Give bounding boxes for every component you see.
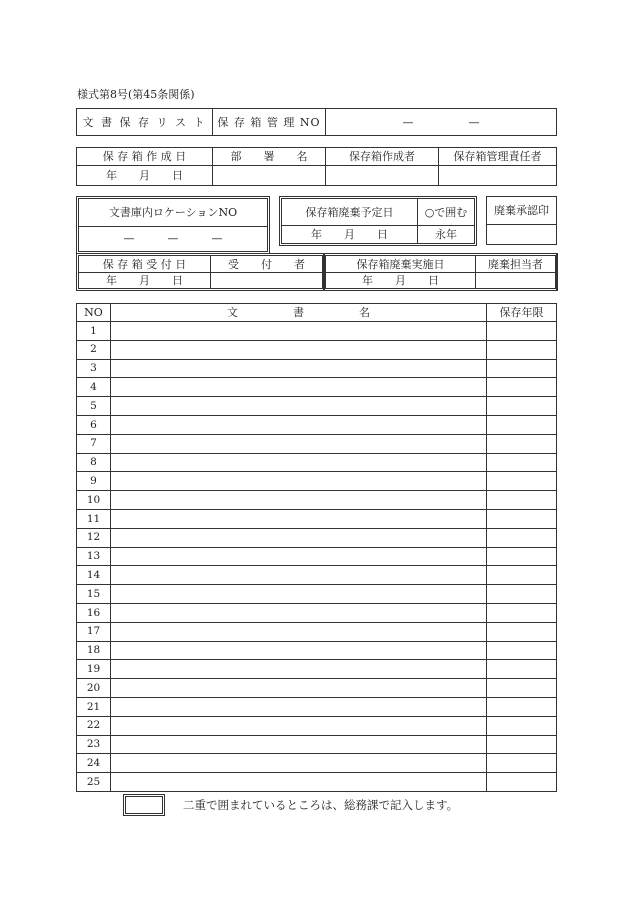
document-name-cell[interactable] xyxy=(111,622,487,641)
table-row xyxy=(77,509,557,528)
table-row xyxy=(77,340,557,359)
permanent-option[interactable]: 永年 xyxy=(435,228,457,241)
retention-cell[interactable] xyxy=(487,641,557,660)
table-row xyxy=(77,434,557,453)
document-name-cell[interactable] xyxy=(111,397,487,416)
table-row xyxy=(77,697,557,716)
row-number: 15 xyxy=(77,585,111,604)
disposal-date-label: 保存箱廃棄予定日 xyxy=(282,199,418,226)
document-name-cell[interactable] xyxy=(111,754,487,773)
document-name-cell[interactable] xyxy=(111,547,487,566)
table-row xyxy=(77,585,557,604)
disposal-date-field[interactable]: 年 月 日 xyxy=(282,226,418,243)
table-row xyxy=(77,453,557,472)
row-number: 11 xyxy=(77,509,111,528)
row-number: 13 xyxy=(77,547,111,566)
retention-cell[interactable] xyxy=(487,397,557,416)
disposal-exec-block xyxy=(323,253,558,291)
table-row xyxy=(77,754,557,773)
row-number: 25 xyxy=(77,773,111,792)
table-row xyxy=(77,679,557,698)
receipt-date-field[interactable]: 年 月 日 xyxy=(79,273,211,288)
receipt-block xyxy=(76,253,325,291)
table-row xyxy=(77,528,557,547)
retention-cell[interactable] xyxy=(487,697,557,716)
approval-table xyxy=(486,196,557,245)
table-row xyxy=(77,773,557,792)
retention-cell[interactable] xyxy=(487,547,557,566)
manager-header: 保存箱管理責任者 xyxy=(439,148,557,166)
table-row xyxy=(77,397,557,416)
retention-cell[interactable] xyxy=(487,773,557,792)
retention-cell[interactable] xyxy=(487,716,557,735)
receipt-date-header: 保 存 箱 受 付 日 xyxy=(79,256,211,273)
table-row xyxy=(77,322,557,341)
table-row xyxy=(77,359,557,378)
retention-cell[interactable] xyxy=(487,340,557,359)
receiver-header: 受 付 者 xyxy=(211,256,322,273)
disposal-officer-header: 廃棄担当者 xyxy=(476,256,555,273)
form-id: 様式第8号(第45条関係) xyxy=(77,88,195,101)
document-name-cell[interactable] xyxy=(111,585,487,604)
disposal-officer-field[interactable] xyxy=(476,273,555,288)
table-row xyxy=(77,622,557,641)
retention-cell[interactable] xyxy=(487,660,557,679)
retention-cell[interactable] xyxy=(487,434,557,453)
document-name-cell[interactable] xyxy=(111,773,487,792)
document-name-cell[interactable] xyxy=(111,378,487,397)
document-name-cell[interactable] xyxy=(111,453,487,472)
table-row xyxy=(77,660,557,679)
table-row xyxy=(77,566,557,585)
box-management-no-field[interactable]: — — xyxy=(326,109,557,136)
retention-cell[interactable] xyxy=(487,622,557,641)
creator-field[interactable] xyxy=(326,166,439,186)
office-fill-legend-box xyxy=(123,794,165,816)
row-number: 19 xyxy=(77,660,111,679)
form-title: 文 書 保 存 リ ス ト xyxy=(77,109,213,136)
retention-cell[interactable] xyxy=(487,679,557,698)
row-number: 16 xyxy=(77,603,111,622)
row-number: 14 xyxy=(77,566,111,585)
table-row xyxy=(77,735,557,754)
table-row xyxy=(77,641,557,660)
retention-cell[interactable] xyxy=(487,322,557,341)
document-name-cell[interactable] xyxy=(111,415,487,434)
retention-cell[interactable] xyxy=(487,491,557,510)
creation-date-header: 保 存 箱 作 成 日 xyxy=(77,148,213,166)
row-number: 1 xyxy=(77,322,111,341)
retention-cell[interactable] xyxy=(487,359,557,378)
retention-cell[interactable] xyxy=(487,528,557,547)
retention-header: 保存年限 xyxy=(487,304,557,322)
document-list-table xyxy=(76,303,557,792)
table-row xyxy=(77,472,557,491)
row-number: 8 xyxy=(77,453,111,472)
document-name-cell[interactable] xyxy=(111,660,487,679)
retention-cell[interactable] xyxy=(487,566,557,585)
receipt-row xyxy=(76,253,557,291)
row-number: 6 xyxy=(77,415,111,434)
retention-cell[interactable] xyxy=(487,754,557,773)
row-number: 24 xyxy=(77,754,111,773)
location-box xyxy=(76,196,270,254)
table-row xyxy=(77,415,557,434)
document-name-cell[interactable] xyxy=(111,322,487,341)
document-name-cell[interactable] xyxy=(111,679,487,698)
document-name-cell[interactable] xyxy=(111,697,487,716)
row-number: 12 xyxy=(77,528,111,547)
row-number: 5 xyxy=(77,397,111,416)
retention-cell[interactable] xyxy=(487,472,557,491)
document-name-cell[interactable] xyxy=(111,509,487,528)
approval-seal-field[interactable] xyxy=(487,225,557,245)
retention-cell[interactable] xyxy=(487,415,557,434)
row-number: 3 xyxy=(77,359,111,378)
document-name-cell[interactable] xyxy=(111,528,487,547)
disposal-schedule-box xyxy=(279,196,477,246)
disposal-exec-date-field[interactable]: 年 月 日 xyxy=(326,273,476,288)
row-number: 22 xyxy=(77,716,111,735)
table-row xyxy=(77,603,557,622)
document-name-cell[interactable] xyxy=(111,491,487,510)
department-field[interactable] xyxy=(213,166,326,186)
document-name-cell[interactable] xyxy=(111,434,487,453)
creation-date-field[interactable]: 年 月 日 xyxy=(77,166,213,186)
document-name-cell[interactable] xyxy=(111,340,487,359)
manager-field[interactable] xyxy=(439,166,557,186)
document-name-cell[interactable] xyxy=(111,735,487,754)
location-field[interactable]: — — — xyxy=(123,232,223,245)
no-header: NO xyxy=(77,304,111,322)
document-rows xyxy=(77,322,557,792)
creator-header: 保存箱作成者 xyxy=(326,148,439,166)
document-name-header: 文 書 名 xyxy=(111,304,487,322)
row-number: 10 xyxy=(77,491,111,510)
table-row xyxy=(77,716,557,735)
table-row xyxy=(77,491,557,510)
retention-cell[interactable] xyxy=(487,509,557,528)
retention-cell[interactable] xyxy=(487,603,557,622)
document-name-cell[interactable] xyxy=(111,641,487,660)
department-header: 部 署 名 xyxy=(213,148,326,166)
circle-label: ○で囲む xyxy=(418,199,474,226)
row-number: 2 xyxy=(77,340,111,359)
row-number: 9 xyxy=(77,472,111,491)
row-number: 7 xyxy=(77,434,111,453)
document-name-cell[interactable] xyxy=(111,716,487,735)
retention-cell[interactable] xyxy=(487,453,557,472)
retention-cell[interactable] xyxy=(487,585,557,604)
table-row xyxy=(77,378,557,397)
location-label: 文書庫内ロケーションNO xyxy=(79,199,267,227)
disposal-exec-date-header: 保存箱廃棄実施日 xyxy=(326,256,476,273)
approval-label: 廃棄承認印 xyxy=(487,197,557,225)
row-number: 18 xyxy=(77,641,111,660)
receiver-field[interactable] xyxy=(211,273,322,288)
row-number: 17 xyxy=(77,622,111,641)
row-number: 20 xyxy=(77,679,111,698)
row-number: 4 xyxy=(77,378,111,397)
document-name-cell[interactable] xyxy=(111,566,487,585)
document-name-cell[interactable] xyxy=(111,359,487,378)
row-number: 21 xyxy=(77,697,111,716)
table-row xyxy=(77,547,557,566)
row-number: 23 xyxy=(77,735,111,754)
title-table xyxy=(76,108,557,136)
document-name-cell[interactable] xyxy=(111,603,487,622)
retention-cell[interactable] xyxy=(487,735,557,754)
document-name-cell[interactable] xyxy=(111,472,487,491)
footnote: 二重で囲まれているところは、総務課で記入します。 xyxy=(183,798,459,812)
retention-cell[interactable] xyxy=(487,378,557,397)
box-info-table xyxy=(76,147,557,186)
box-management-no-label: 保 存 箱 管 理 NO xyxy=(213,109,326,136)
